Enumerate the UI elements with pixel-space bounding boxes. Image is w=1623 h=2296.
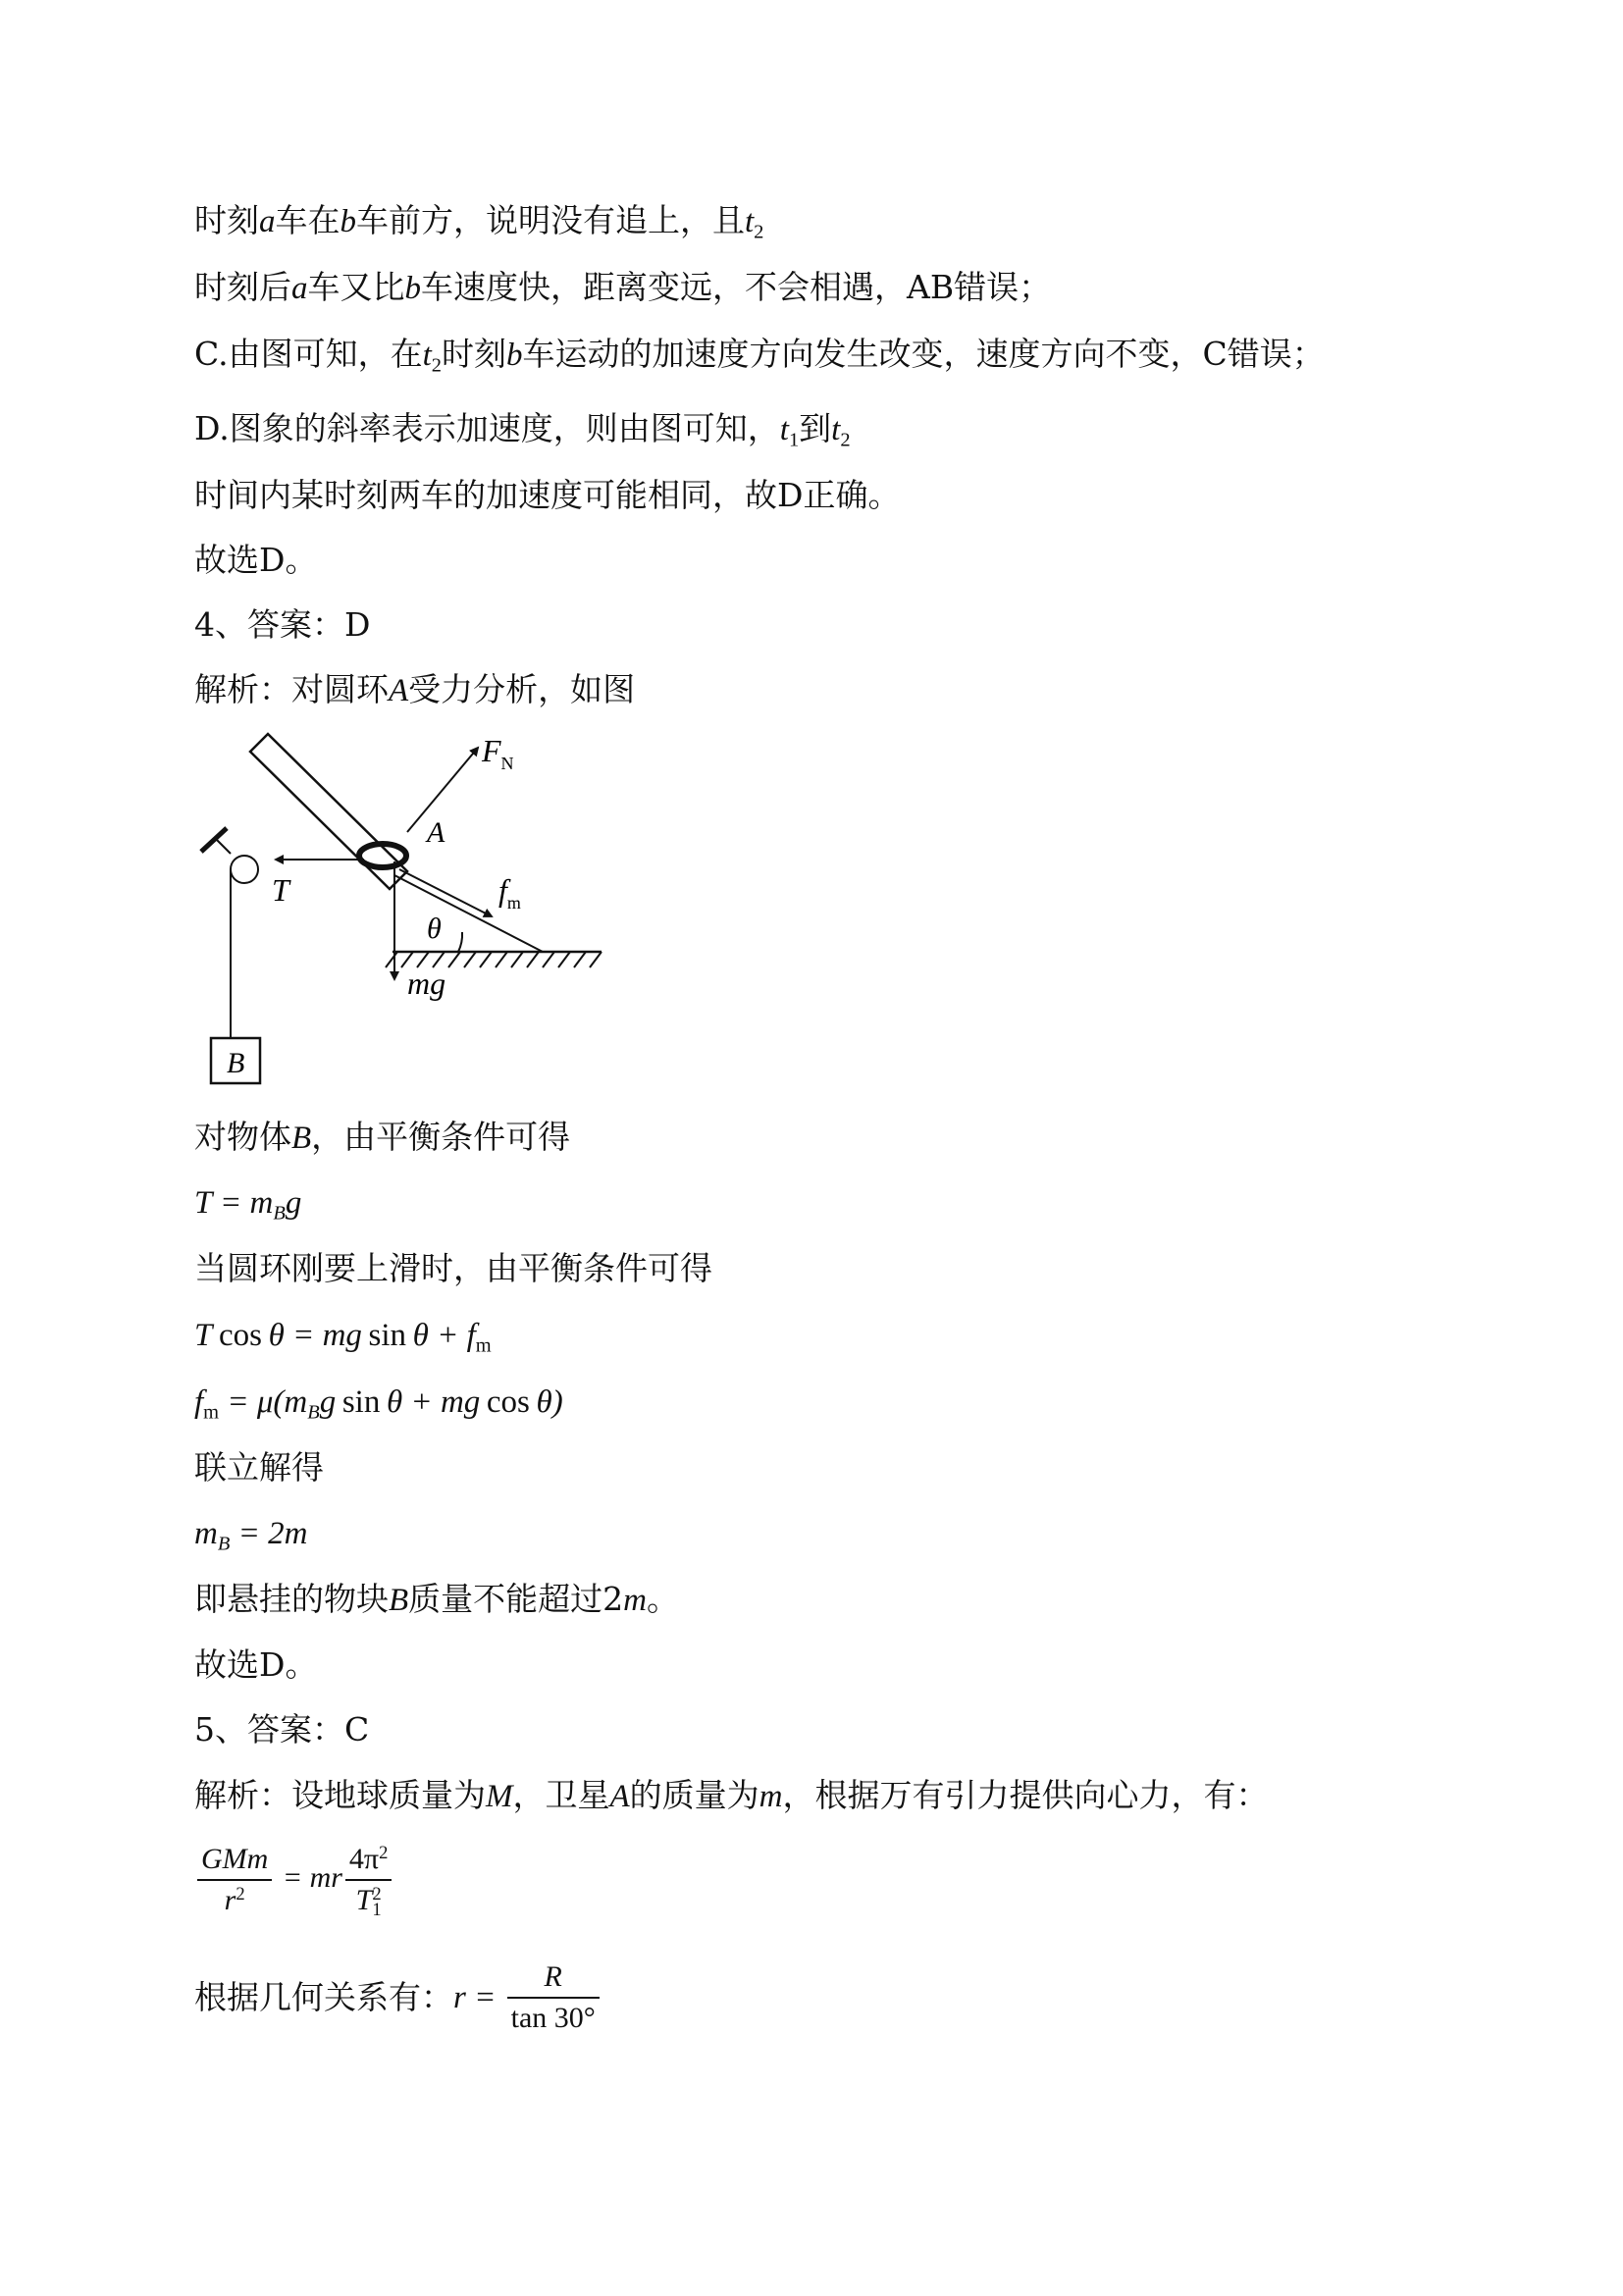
text-run: 车速度快，距离变远，不会相遇，AB错误； bbox=[421, 268, 1052, 306]
math-run: f bbox=[194, 1384, 204, 1420]
var-m: m bbox=[623, 1583, 648, 1618]
label-theta: θ bbox=[427, 913, 442, 945]
angle-arc bbox=[458, 932, 462, 952]
subscript: 1 bbox=[788, 429, 800, 451]
answer-4-heading: 4、答案：D bbox=[194, 605, 371, 644]
force-diagram bbox=[191, 724, 613, 1097]
var-a: a bbox=[291, 271, 308, 306]
math-run: + mg bbox=[402, 1384, 481, 1420]
text-run: ，卫星 bbox=[512, 1776, 610, 1814]
text-run: 根据几何关系有： bbox=[194, 1978, 453, 2016]
text-line-3 bbox=[194, 332, 1325, 378]
math-run: θ bbox=[386, 1384, 403, 1420]
var-t: t bbox=[779, 412, 789, 447]
text-line-4 bbox=[194, 406, 851, 452]
label-A: A bbox=[427, 816, 445, 849]
label-B: B bbox=[227, 1047, 245, 1079]
incline-line bbox=[394, 875, 543, 952]
text-run: 时刻 bbox=[194, 201, 259, 239]
math-run: θ bbox=[268, 1318, 285, 1353]
equation-T bbox=[194, 1180, 301, 1226]
math-run: = mr bbox=[275, 1860, 342, 1894]
text-line-1 bbox=[194, 198, 763, 244]
var-a: a bbox=[259, 204, 276, 239]
math-run: + f bbox=[428, 1318, 476, 1353]
pulley bbox=[231, 856, 258, 883]
numerator: R bbox=[507, 1957, 600, 1999]
math-run: = m bbox=[211, 1185, 274, 1221]
var-t: t bbox=[831, 412, 841, 447]
denominator: $r^2$ bbox=[224, 1883, 245, 1916]
text-line-14: 联立解得 bbox=[194, 1448, 324, 1487]
subscript: B bbox=[307, 1401, 320, 1424]
math-run: m bbox=[194, 1516, 218, 1551]
subscript: m bbox=[475, 1334, 492, 1357]
label-fm: $f_m$ bbox=[498, 872, 521, 913]
math-run: cos bbox=[218, 1318, 262, 1353]
subscript: 2 bbox=[840, 429, 851, 451]
text-line-19 bbox=[194, 1773, 1269, 1819]
math-run: sin bbox=[368, 1318, 407, 1353]
text-line-5: 时间内某时刻两车的加速度可能相同，故D正确。 bbox=[194, 476, 901, 514]
text-run: 解析：对圆环 bbox=[194, 670, 389, 708]
text-run: 即悬挂的物块 bbox=[194, 1580, 389, 1618]
math-run: g bbox=[319, 1384, 337, 1420]
var-t: t bbox=[745, 204, 755, 239]
text-run: 质量不能超过2 bbox=[408, 1580, 624, 1618]
var-b: b bbox=[340, 204, 356, 239]
text-line-9 bbox=[194, 1115, 570, 1161]
var-t: t bbox=[422, 338, 432, 373]
math-run: = μ(m bbox=[219, 1384, 308, 1420]
text-run: ，根据万有引力提供向心力，有： bbox=[782, 1776, 1269, 1814]
text-line-16 bbox=[194, 1577, 679, 1623]
text-run: 时刻后 bbox=[194, 268, 291, 306]
text-run: 到 bbox=[799, 409, 832, 447]
text-run: 车又比 bbox=[307, 268, 405, 306]
var-m: m bbox=[759, 1779, 783, 1814]
math-run: = mg bbox=[284, 1318, 362, 1353]
text-run: 解析：设地球质量为 bbox=[194, 1776, 486, 1814]
text-line-6: 故选D。 bbox=[194, 541, 318, 579]
var-B: B bbox=[291, 1121, 312, 1156]
denominator: tan 30° bbox=[510, 2002, 596, 2034]
math-run: θ) bbox=[536, 1384, 563, 1420]
text-run: ，由平衡条件可得 bbox=[311, 1118, 571, 1156]
label-FN: $F_N$ bbox=[482, 733, 514, 773]
subscript: m bbox=[203, 1401, 220, 1424]
var-r: r bbox=[453, 1980, 466, 2015]
text-run: 时刻 bbox=[441, 335, 506, 373]
math-run: cos bbox=[486, 1384, 530, 1420]
var-b: b bbox=[505, 338, 523, 373]
text-line-11: 当圆环刚要上滑时，由平衡条件可得 bbox=[194, 1249, 712, 1287]
subscript: B bbox=[273, 1202, 286, 1225]
equation-result bbox=[194, 1511, 307, 1556]
text-run: 。 bbox=[647, 1580, 680, 1618]
text-run: C.由图可知，在 bbox=[194, 335, 423, 373]
numerator: $4\pi^2$ bbox=[345, 1840, 392, 1881]
friction-arrow bbox=[399, 869, 492, 916]
var-b: b bbox=[404, 271, 421, 306]
pulley-arm bbox=[217, 840, 231, 854]
subscript: 2 bbox=[431, 354, 442, 377]
subscript: 2 bbox=[754, 221, 764, 243]
numerator: GMm bbox=[197, 1840, 272, 1881]
subscript: B bbox=[217, 1533, 231, 1555]
math-run: T bbox=[194, 1318, 213, 1353]
label-mg: mg bbox=[407, 965, 446, 1001]
text-line-2 bbox=[194, 265, 1051, 311]
text-line-8 bbox=[194, 667, 635, 713]
fraction-right bbox=[345, 1840, 392, 1920]
math-run: T bbox=[194, 1185, 212, 1221]
var-A: A bbox=[609, 1779, 630, 1814]
text-run: 车运动的加速度方向发生改变，速度方向不变，C错误； bbox=[522, 335, 1325, 373]
text-run: 对物体 bbox=[194, 1118, 291, 1156]
text-line-17: 故选D。 bbox=[194, 1645, 318, 1684]
equation-friction bbox=[194, 1380, 563, 1425]
fraction-radius bbox=[507, 1957, 600, 2038]
math-run: = bbox=[465, 1980, 504, 2015]
math-run: = 2m bbox=[230, 1516, 308, 1551]
fraction-left bbox=[197, 1840, 272, 1920]
text-run: 车在 bbox=[275, 201, 340, 239]
text-run: 车前方，说明没有追上，且 bbox=[356, 201, 745, 239]
denominator: $T_1^2$ bbox=[355, 1883, 382, 1920]
text-run: D.图象的斜率表示加速度，则由图可知， bbox=[194, 409, 780, 447]
text-run: 的质量为 bbox=[629, 1776, 759, 1814]
wall-mount bbox=[201, 828, 227, 852]
label-T: T bbox=[272, 872, 289, 908]
var-B: B bbox=[389, 1583, 409, 1618]
equation-gravitation bbox=[194, 1840, 394, 1920]
equation-balance bbox=[194, 1313, 492, 1358]
answer-5-heading: 5、答案：C bbox=[194, 1710, 370, 1748]
var-M: M bbox=[486, 1779, 513, 1814]
math-run: sin bbox=[341, 1384, 381, 1420]
var-A: A bbox=[389, 673, 409, 708]
math-run: g bbox=[285, 1185, 302, 1221]
math-run: θ bbox=[412, 1318, 429, 1353]
text-run: 受力分析，如图 bbox=[408, 670, 636, 708]
text-line-21 bbox=[194, 1957, 602, 2038]
